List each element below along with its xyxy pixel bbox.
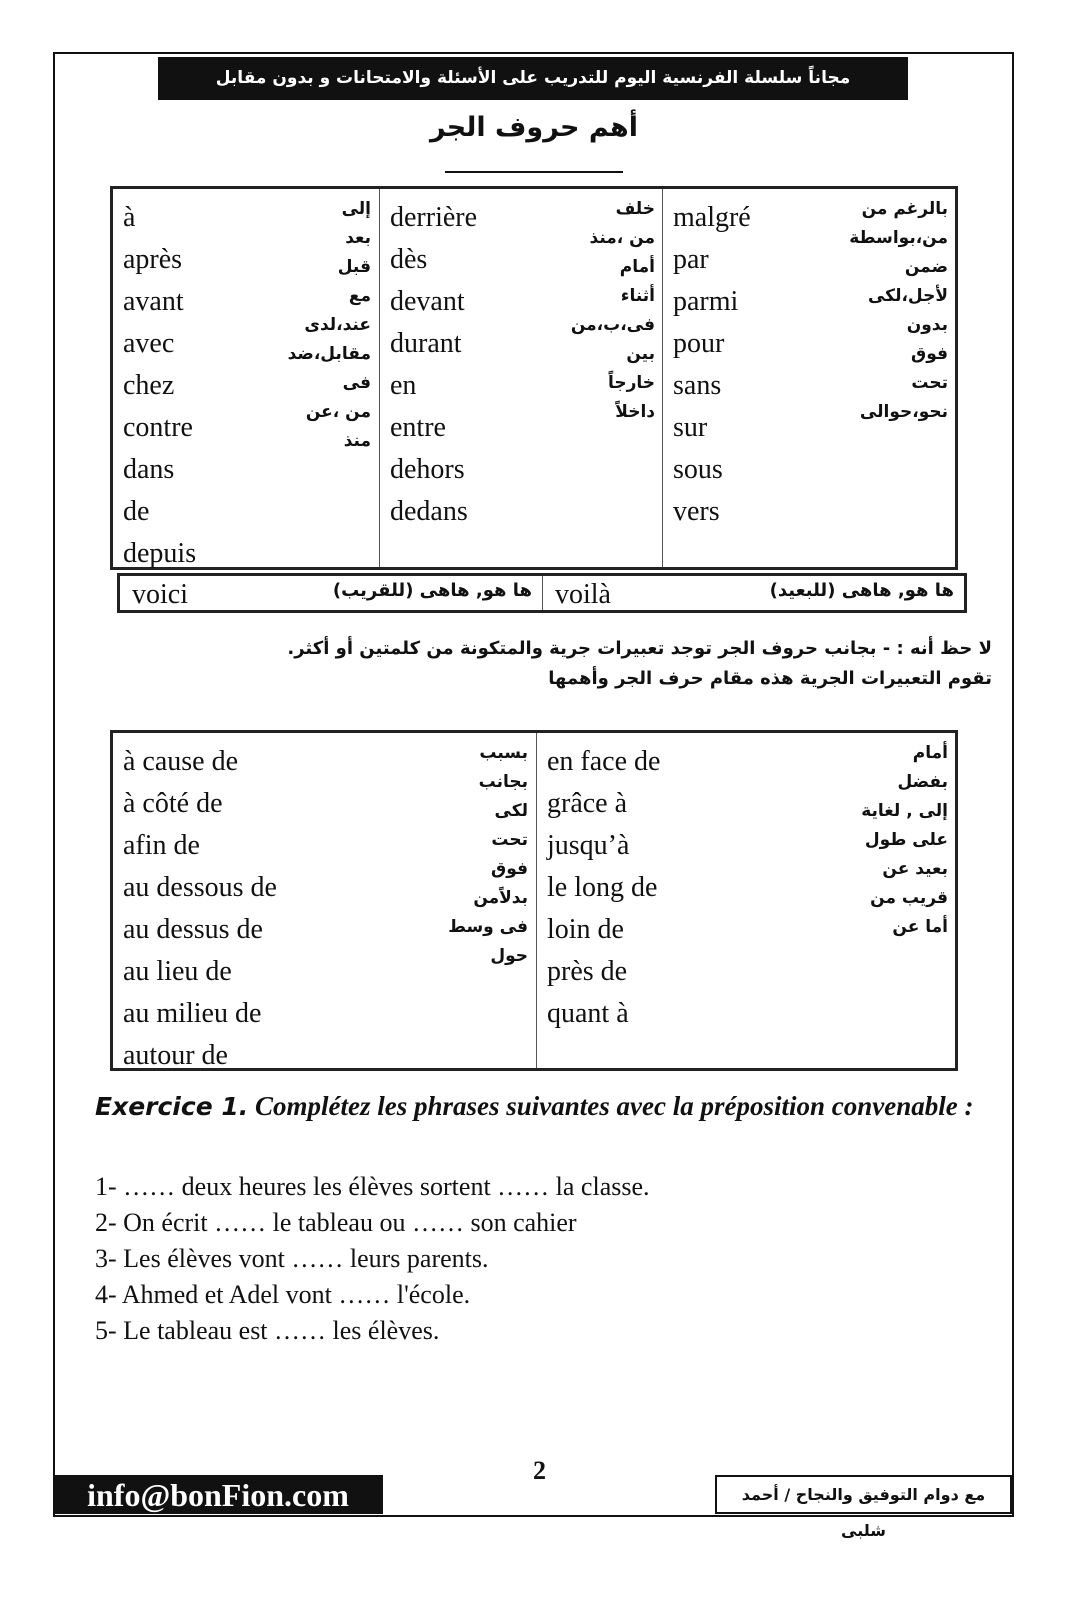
french-term: par [673,244,709,275]
french-term: afin de [123,830,200,861]
arabic-meaning: بفضل [897,772,948,792]
arabic-meaning: مقابل،ضد [287,344,371,364]
exercise-sentence: 5- Le tableau est …… les élèves. [95,1316,440,1345]
voici-voila-row [117,573,967,613]
arabic-meaning: نحو،حوالى [859,402,948,422]
french-term: à [123,202,136,233]
arabic-meaning: قبل [337,257,371,277]
french-term: pour [673,328,725,359]
french-term: après [123,244,183,275]
french-term: devant [390,286,465,317]
arabic-meaning: بين [626,344,655,364]
french-term: au lieu de [123,956,232,987]
voila-ar: ها هو, هاهى (للبعيد) [769,580,954,601]
voila-cell [542,576,964,610]
arabic-meaning: فى،ب،من [570,315,655,335]
french-term: près de [547,956,628,987]
note-line: تقوم التعبيرات الجرية هذه مقام حرف الجر وأهمها [548,668,992,689]
locutions-table [110,730,958,1071]
arabic-meaning: فوق [911,344,948,364]
french-term: de [123,496,150,527]
arabic-meaning: بدون [906,315,948,335]
prep-column [113,189,379,567]
title-underline [445,171,623,173]
french-term: sans [673,370,722,401]
arabic-meaning: بعيد عن [882,859,948,879]
arabic-meaning: مع [348,286,371,306]
french-term: à cause de [123,746,239,777]
voila-fr: voilà [555,579,611,610]
arabic-meaning: من ،عن [305,402,371,422]
arabic-meaning: إلى [341,199,371,219]
exercise-sentence: 2- On écrit …… le tableau ou …… son cahier [95,1208,577,1237]
french-term: contre [123,412,193,443]
arabic-meaning: ضمن [904,257,948,277]
french-term: entre [390,412,446,443]
prep-column [662,189,956,567]
french-term: derrière [390,202,478,233]
french-term: sous [673,454,723,485]
arabic-meaning: أثناء [620,286,655,306]
arabic-meaning: حول [490,946,528,966]
french-list [390,197,477,533]
arabic-meaning: أما عن [892,917,948,937]
french-list [123,197,196,575]
exercise-sentence: 3- Les élèves vont …… leurs parents. [95,1244,489,1273]
arabic-meaning: قريب من [870,888,948,908]
arabic-meaning: خلف [615,199,655,219]
exercise-instruction: Complétez les phrases suivantes avec la préposition convenable : [255,1091,974,1121]
footer-email: info@bonFion.com [53,1475,383,1514]
note-line: لا حظ أنه : - بجانب حروف الجر توجد تعبيرات جرية والمتكونة من كلمتين أو أكثر. [287,638,992,659]
french-list [547,741,660,1035]
arabic-meaning: خارجاً [607,373,655,393]
arabic-meaning: فوق [491,859,528,879]
french-term: à côté de [123,788,223,819]
exercise-heading [95,1088,975,1125]
french-term: quant à [547,998,629,1029]
french-term: dans [123,454,175,485]
arabic-meaning: أمام [912,743,948,763]
arabic-meaning: بجانب [478,772,528,792]
arabic-meaning: فى وسط [448,917,528,937]
arabic-meaning: تحت [491,830,528,850]
arabic-list [288,195,371,456]
french-term: parmi [673,286,739,317]
french-term: au dessus de [123,914,263,945]
french-term: avant [123,286,184,317]
page-title: أهم حروف الجر [430,112,638,143]
exercise-sentence: 4- Ahmed et Adel vont …… l'école. [95,1280,471,1309]
french-term: avec [123,328,175,359]
french-list [673,197,751,533]
french-term: dedans [390,496,468,527]
arabic-meaning: بدلاًمن [473,888,528,908]
french-term: loin de [547,914,624,945]
voici-fr: voici [132,579,188,610]
arabic-meaning: أمام [619,257,655,277]
arabic-meaning: منذ [343,431,371,451]
voici-ar: ها هو, هاهى (للقريب) [332,580,532,601]
locution-column [536,733,956,1068]
arabic-meaning: فى [342,373,371,393]
french-term: durant [390,328,462,359]
arabic-meaning: لكى [494,801,528,821]
arabic-meaning: بالرغم من [861,199,948,219]
arabic-meaning: من ،منذ [589,228,655,248]
arabic-meaning: لأجل،لكى [867,286,948,306]
arabic-list [448,739,528,971]
voici-cell [120,576,542,610]
french-term: sur [673,412,708,443]
arabic-meaning: داخلاً [615,402,655,422]
french-term: vers [673,496,720,527]
page-number: 2 [533,1456,546,1485]
arabic-meaning: عند،لدى [304,315,371,335]
french-term: malgré [673,202,751,233]
french-term: au milieu de [123,998,262,1029]
exercise-label: Exercice 1. [95,1092,249,1121]
french-term: en [390,370,417,401]
arabic-meaning: إلى , لغاية [861,801,948,821]
header-banner: مجاناً سلسلة الفرنسية اليوم للتدريب على الأسئلة والامتحانات و بدون مقابل [158,57,908,100]
french-term: dehors [390,454,465,485]
french-term: grâce à [547,788,628,819]
french-term: en face de [547,746,661,777]
french-term: chez [123,370,175,401]
prep-column [379,189,663,567]
arabic-meaning: على طول [864,830,948,850]
locution-column [113,733,536,1071]
arabic-meaning: من،بواسطة [849,228,948,248]
arabic-meaning: تحت [911,373,948,393]
french-term: au dessous de [123,872,277,903]
arabic-list [861,739,948,942]
exercise-sentence: 1- …… deux heures les élèves sortent …… la classe. [95,1172,650,1201]
french-term: le long de [547,872,658,903]
footer-author: مع دوام التوفيق والنجاح / أحمد شلبى [715,1475,1012,1514]
arabic-meaning: بسبب [479,743,528,763]
french-term: depuis [123,538,197,569]
french-list [123,741,277,1077]
french-term: autour de [123,1040,228,1071]
french-term: jusqu’à [547,830,630,861]
prepositions-table [110,186,958,570]
french-term: dès [390,244,428,275]
arabic-list [849,195,948,427]
arabic-list [571,195,655,427]
arabic-meaning: بعد [345,228,371,248]
